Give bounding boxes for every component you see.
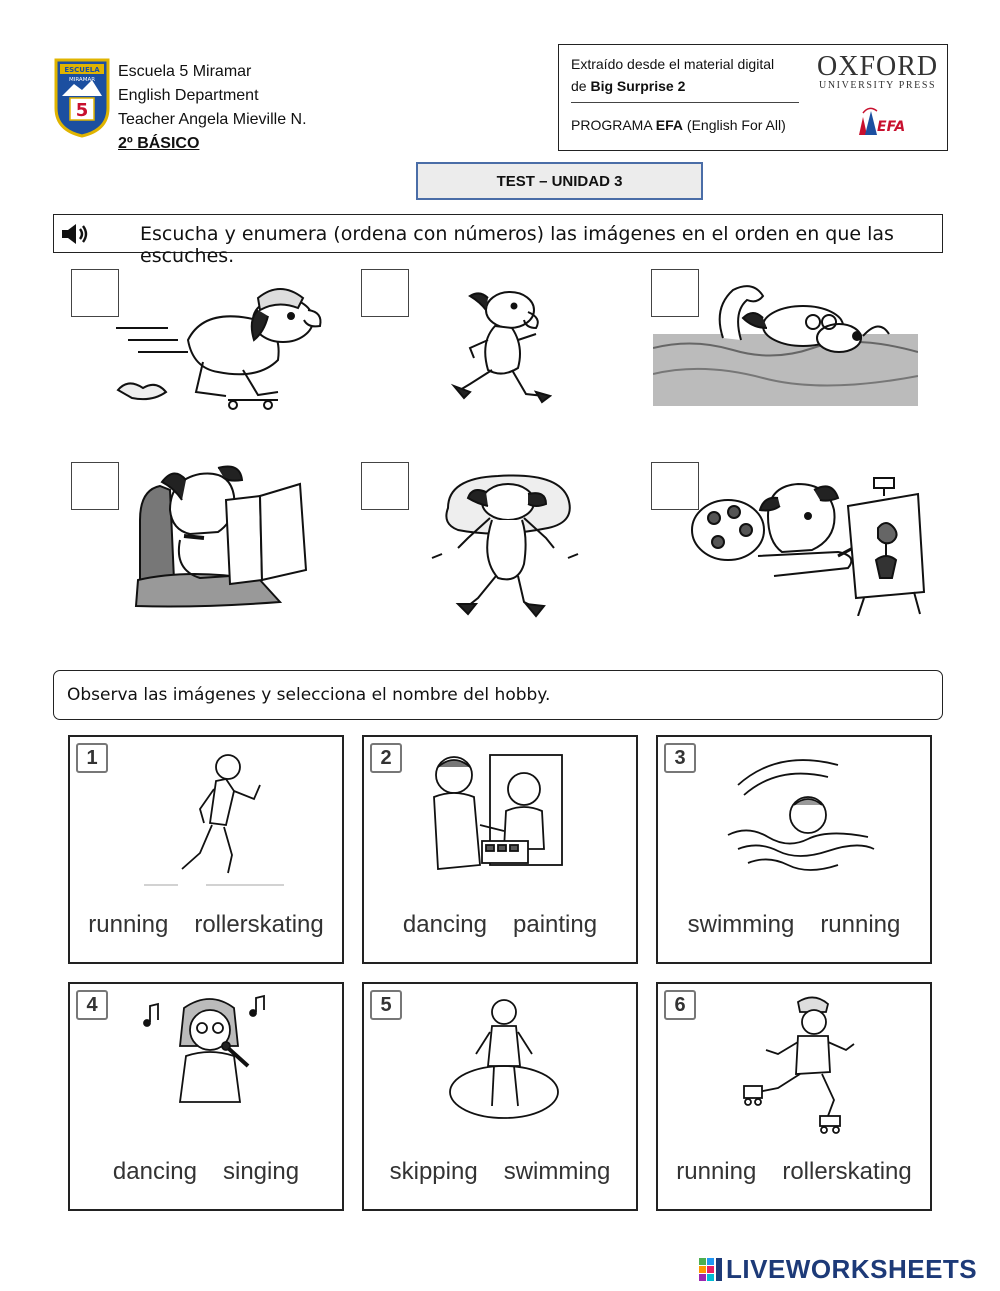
school-crest-logo [54, 58, 110, 138]
source-de: de [571, 78, 591, 94]
option-running[interactable]: running [820, 911, 901, 938]
order-input-2[interactable] [361, 269, 409, 317]
option-running[interactable]: running [676, 1158, 757, 1185]
source-box [558, 44, 948, 151]
liveworksheets-text: LIVEWORKSHEETS [726, 1254, 978, 1284]
option-dancing[interactable]: dancing [402, 911, 487, 938]
program-suffix: (English For All) [683, 117, 786, 133]
girl-rollerskating-image [718, 992, 878, 1142]
grade-level: 2º BÁSICO [118, 135, 200, 152]
card-number: 6 [664, 990, 696, 1020]
program-bold: EFA [655, 117, 684, 133]
answer-options [70, 911, 342, 939]
source-text [571, 53, 811, 97]
option-running[interactable]: running [88, 911, 169, 938]
liveworksheets-mark-icon [698, 1257, 724, 1283]
crest-title-text: ESCUELA [64, 66, 100, 74]
order-input-5[interactable] [361, 462, 409, 510]
listen-instruction-text: Escucha y enumera (ordena con números) las imágenes en el orden en que las escuches. [140, 223, 894, 267]
efa-logo [855, 101, 911, 137]
publisher-subtitle: UNIVERSITY PRESS [819, 80, 937, 91]
option-swimming[interactable]: swimming [503, 1158, 611, 1185]
book-title: Big Surprise 2 [590, 78, 686, 94]
publisher-logo: OXFORD [817, 51, 939, 82]
select-instruction-box [53, 670, 943, 720]
dog-running-image [440, 282, 552, 412]
answer-options [658, 1158, 930, 1186]
hobby-card-2 [362, 735, 638, 964]
dog-swimming-image [653, 278, 918, 406]
option-dancing[interactable]: dancing [112, 1158, 197, 1185]
crest-number-text: 5 [75, 100, 89, 121]
select-instruction-text: Observa las imágenes y selecciona el nombre del hobby. [67, 685, 551, 705]
option-singing[interactable]: singing [223, 1158, 300, 1185]
card-number: 1 [76, 743, 108, 773]
crest-name-text: MIRAMAR [68, 77, 96, 83]
school-name: Escuela 5 Miramar [118, 63, 252, 80]
boy-painting-image [424, 745, 584, 895]
card-number: 3 [664, 743, 696, 773]
listen-instruction-box [53, 214, 943, 267]
teacher-name: Teacher Angela Mieville N. [118, 111, 307, 128]
order-input-4[interactable] [71, 462, 119, 510]
option-rollerskating[interactable]: rollerskating [194, 911, 324, 938]
speaker-icon[interactable] [60, 222, 90, 246]
hobby-card-4 [68, 982, 344, 1211]
program-prefix: PROGRAMA [571, 117, 656, 133]
dog-dancing-image [428, 468, 580, 620]
liveworksheets-logo [698, 1254, 977, 1285]
boy-swimming-image [718, 745, 878, 895]
girl-skipping-image [424, 992, 584, 1142]
hobby-card-5 [362, 982, 638, 1211]
divider [571, 102, 799, 103]
option-swimming[interactable]: swimming [687, 911, 795, 938]
girl-singing-image [130, 992, 290, 1142]
school-info [118, 60, 307, 156]
dog-rollerskating-image [108, 280, 333, 415]
hobby-card-3 [656, 735, 932, 964]
department-name: English Department [118, 87, 259, 104]
dog-painting-image [688, 476, 934, 616]
dog-reading-image [130, 460, 310, 608]
efa-logo-text: EFA [877, 119, 906, 135]
answer-options [658, 911, 930, 939]
program-text [571, 117, 786, 133]
boy-running-image [130, 745, 290, 895]
answer-options [70, 1158, 342, 1186]
card-number: 4 [76, 990, 108, 1020]
option-rollerskating[interactable]: rollerskating [782, 1158, 912, 1185]
hobby-card-1 [68, 735, 344, 964]
card-number: 5 [370, 990, 402, 1020]
option-painting[interactable]: painting [513, 911, 598, 938]
card-number: 2 [370, 743, 402, 773]
option-skipping[interactable]: skipping [389, 1158, 478, 1185]
hobby-card-6 [656, 982, 932, 1211]
answer-options [364, 1158, 636, 1186]
source-prefix: Extraído desde el material digital [571, 56, 775, 72]
page-title: TEST – UNIDAD 3 [416, 162, 703, 200]
answer-options [364, 911, 636, 939]
